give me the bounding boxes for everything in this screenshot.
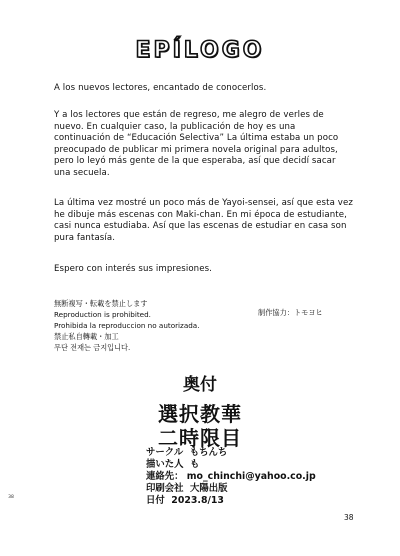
date-value: 2023.8/13	[171, 495, 224, 506]
colophon-info	[146, 447, 316, 507]
notice-korean: 무단 전재는 금지입니다.	[54, 343, 131, 352]
printer-value: 大陽出版	[190, 483, 228, 494]
notice-spanish: Prohibida la reproduccion no autorizada.	[54, 321, 200, 330]
printer-label: 印刷会社	[146, 483, 184, 494]
page-title: EPÍLOGO	[135, 38, 265, 63]
contact-label: 連絡先：	[146, 471, 184, 482]
circle-label: サークル	[146, 447, 184, 458]
artist-row	[146, 459, 316, 471]
returning-readers-paragraph	[54, 110, 354, 180]
notice-japanese: 無断複写・転載を禁止します	[54, 299, 148, 308]
closing-line: Espero con interés sus impresiones.	[54, 264, 213, 274]
printer-row	[146, 483, 316, 495]
circle-value: もちんち	[189, 447, 228, 458]
greeting-line: A los nuevos lectores, encantado de conocerlos.	[54, 83, 267, 93]
side-page-mark: 38	[8, 495, 14, 500]
artist-label: 描いた人	[146, 459, 184, 470]
yayoi-paragraph	[54, 198, 354, 244]
date-label: 日付	[146, 495, 165, 506]
paragraph-text: La última vez mostré un poco más de Yayoi-sensei, así que esta vez he dibuje más escenas con Maki-chan. En mi época de estudiante, casi nunca estudiaba. Así que las escenas de estudiar en casa son pura fantasía.	[54, 198, 353, 243]
contact-email: mo_chinchi@yahoo.co.jp	[186, 471, 316, 482]
production-cooperation: 制作協力：トモヨヒ	[258, 308, 323, 317]
artist-value: も	[190, 459, 200, 470]
greeting-text	[54, 83, 354, 95]
circle-row	[146, 447, 316, 459]
reproduction-notice	[54, 298, 224, 353]
paragraph-text: Y a los lectores que están de regreso, me alegro de verles de nuevo. En cualquier caso, la publicación de hoy es una continuación de “Educación Selectiva” La última estaba un poco preocupado de publicar mi primera novela original para adultos, pero lo leyó más gente de la que esperaba, así que decidí sacar una secuela.	[54, 110, 339, 178]
closing-text	[54, 264, 354, 276]
colophon-heading: 奥付	[183, 375, 217, 395]
date-row	[146, 495, 316, 507]
contact-row	[146, 471, 316, 483]
book-title-line-2: 二時限目	[158, 426, 242, 450]
page-number: 38	[344, 513, 354, 522]
notice-english: Reproduction is prohibited.	[54, 310, 151, 319]
book-title-line-1: 選択教華	[158, 402, 242, 426]
notice-chinese: 禁止私自轉載・加工	[54, 332, 119, 341]
